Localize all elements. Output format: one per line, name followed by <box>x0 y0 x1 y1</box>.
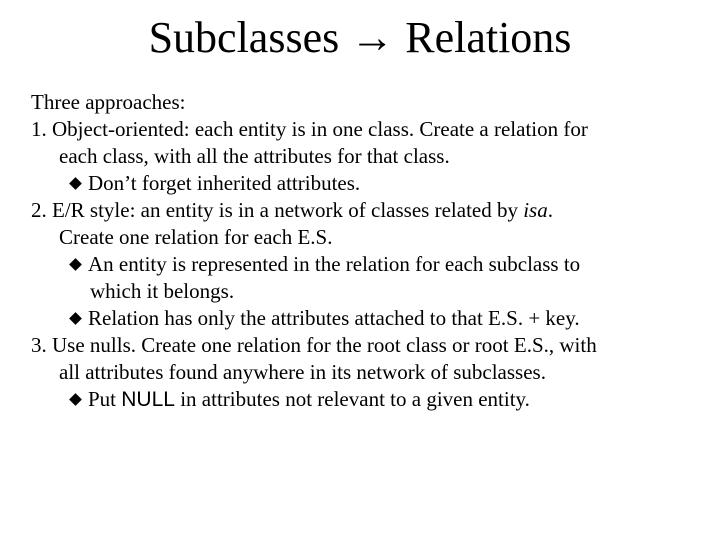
item-2-bullet-1-cont: which it belongs. <box>90 279 235 303</box>
item-3-bullet-1-pre: Put <box>88 387 122 411</box>
diamond-bullet-icon <box>69 312 82 325</box>
item-3-bullet-1-code: NULL <box>121 388 175 411</box>
slide-body <box>31 89 701 413</box>
diamond-bullet-icon <box>69 258 82 271</box>
intro-text: Three approaches: <box>31 90 186 114</box>
item-2-line-1-post: . <box>547 198 553 222</box>
item-2-line-1 <box>31 197 701 224</box>
item-2-bullet-1 <box>31 251 701 278</box>
item-2-line-1-em: isa <box>523 198 548 222</box>
diamond-bullet-icon <box>69 393 82 406</box>
item-2-bullet-2 <box>31 305 701 332</box>
item-1-line-2: each class, with all the attributes for that class. <box>59 144 450 168</box>
slide-title: Subclasses → Relations <box>148 13 572 62</box>
item-2-line-2: Create one relation for each E.S. <box>59 225 333 249</box>
item-1-bullet-1 <box>31 170 701 197</box>
item-3-line-2: all attributes found anywhere in its network of subclasses. <box>59 360 546 384</box>
diamond-bullet-icon <box>69 177 82 190</box>
item-1-line-1: 1. Object-oriented: each entity is in one class. Create a relation for <box>31 117 588 141</box>
item-3-bullet-1-post: in attributes not relevant to a given entity. <box>174 387 530 411</box>
item-1-bullet-1-text: Don’t forget inherited attributes. <box>88 171 361 195</box>
item-2-bullet-2-text: Relation has only the attributes attached to that E.S. + key. <box>88 306 580 330</box>
item-3-bullet-1 <box>31 386 701 413</box>
item-2-bullet-1-text: An entity is represented in the relation for each subclass to <box>88 252 581 276</box>
item-3-line-1: 3. Use nulls. Create one relation for the root class or root E.S., with <box>31 333 597 357</box>
item-2-line-1-pre: 2. E/R style: an entity is in a network of classes related by <box>31 198 524 222</box>
